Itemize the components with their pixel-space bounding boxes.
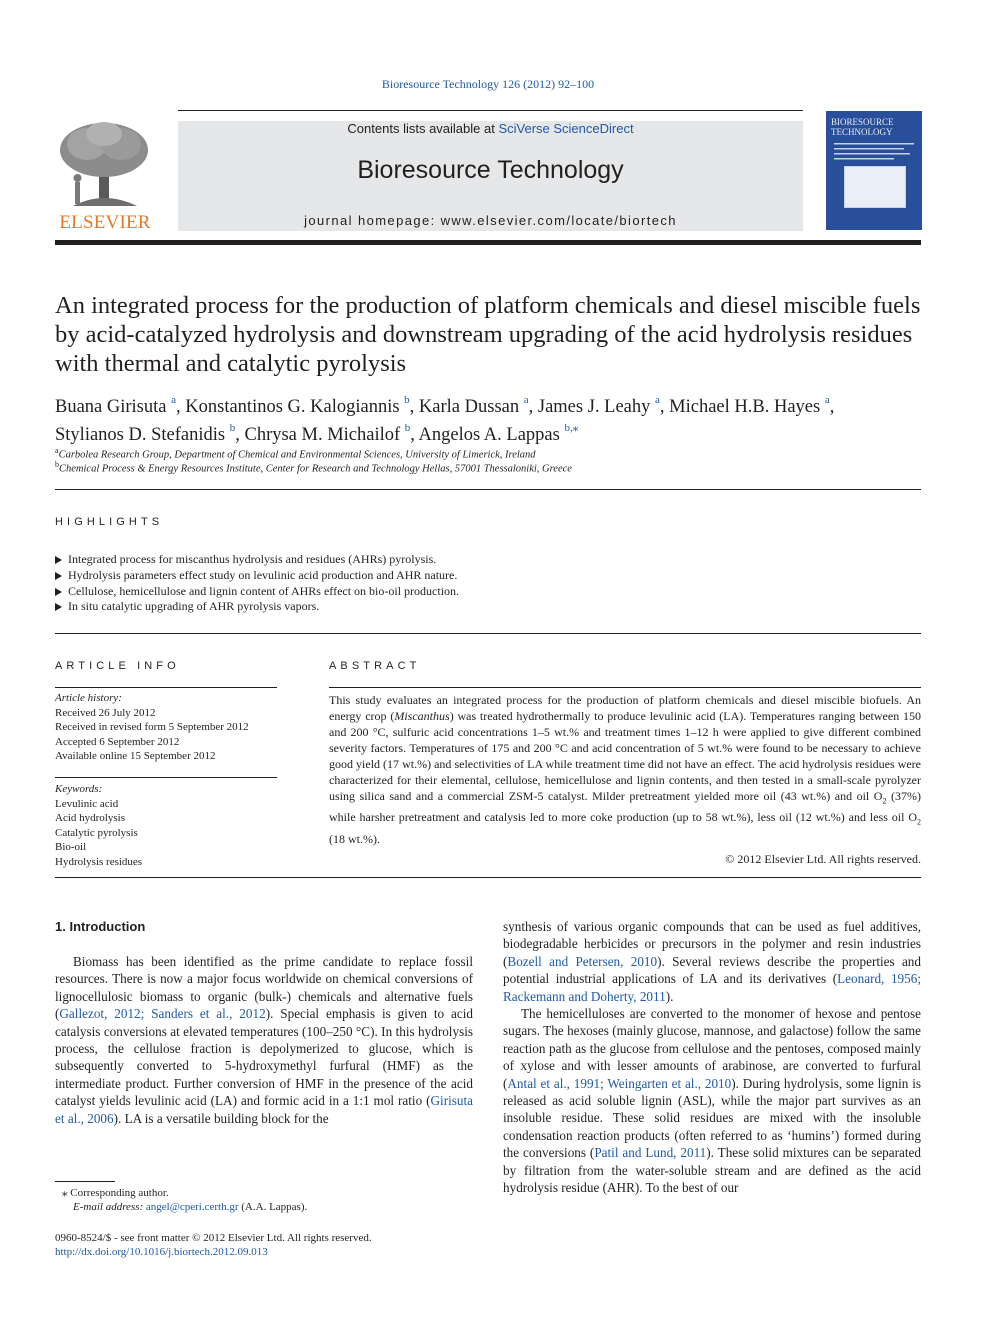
reference-link[interactable]: Antal et al., 1991; Weingarten et al., 2010 [507, 1075, 732, 1091]
author[interactable] [669, 394, 830, 418]
author[interactable] [55, 394, 177, 418]
article-info-heading: ARTICLE INFO [55, 660, 180, 672]
author[interactable] [55, 422, 236, 446]
introduction-heading: 1. Introduction [55, 919, 146, 934]
reference-link[interactable]: Leonard, 1956; Rackemann and Doherty, 2011 [503, 971, 922, 1004]
author-affil-mark[interactable]: b [229, 422, 236, 435]
text-run: ). During hydrolysis, some lignin is released as acid soluble lignin (ASL), while the major part survives as an insoluble residue. These solid residues are mixed with the insoluble condensation reaction products (often referred to as ‘humins’) formed during the conversions ( [503, 1075, 921, 1161]
author-affil-mark[interactable]: a [655, 394, 660, 406]
abstract-heading: ABSTRACT [329, 660, 421, 672]
divider [55, 777, 277, 778]
author-name: Angelos A. Lappas [418, 425, 560, 446]
divider [55, 489, 921, 490]
triangle-bullet-icon [55, 572, 62, 580]
text-run: ). LA is a versatile building block for the [113, 1110, 329, 1126]
history-item: Available online 15 September 2012 [55, 750, 216, 762]
author-affil-mark[interactable]: a [523, 394, 529, 406]
keyword: Hydrolysis residues [55, 855, 143, 868]
divider [55, 687, 277, 688]
paragraph [55, 953, 473, 1127]
abstract-part: (37%) while harsher pretreatment and catalysis led to more coke production (up to 58 wt.%), less oil (12 wt.%) and less oil O [329, 789, 921, 825]
highlight-text: Integrated process for miscanthus hydrolysis and residues (AHRs) pyrolysis. [68, 552, 437, 566]
keyword: Catalytic pyrolysis [55, 826, 138, 839]
journal-homepage[interactable]: journal homepage: www.elsevier.com/locate/biortech [304, 213, 677, 228]
affiliation-mark: b [55, 460, 59, 469]
email-label: E-mail address: [73, 1201, 144, 1213]
issn-line: 0960-8524/$ - see front matter © 2012 Elsevier Ltd. All rights reserved. [55, 1232, 372, 1244]
divider [55, 877, 921, 878]
author-name: Karla Dussan [418, 397, 520, 418]
abstract-part: This study evaluates an integrated process for the production of platform chemicals and diesel miscible biofuels. An energy crop ( [329, 693, 921, 723]
triangle-bullet-icon [55, 556, 62, 564]
text-run: ). [665, 988, 674, 1004]
author[interactable] [244, 422, 411, 446]
intro-left-column [55, 953, 473, 1127]
sciencedirect-link[interactable]: SciVerse ScienceDirect [498, 121, 634, 136]
author-name: Chrysa M. Michailof [244, 425, 401, 446]
author[interactable] [418, 422, 579, 446]
text-run: ). Several reviews describe the properties and potential industrial applications of LA and its derivatives ( [503, 953, 921, 987]
abstract-text [329, 692, 921, 847]
paragraph [503, 918, 921, 1005]
text-run: ). These solid mixtures can be separated by filtration from the water-soluble stream and are defined as the acid hydrolysis residue (AHR). To the best of our [503, 1145, 921, 1196]
keywords [55, 782, 277, 869]
email-suffix: (A.A. Lappas). [238, 1201, 308, 1213]
author-affil-mark[interactable]: b,⁎ [564, 422, 579, 435]
author-name: Michael H.B. Hayes [669, 397, 821, 418]
subscript: 2 [917, 817, 921, 827]
author-name: Konstantinos G. Kalogiannis [185, 397, 400, 418]
paragraph [503, 1005, 921, 1196]
author-list: Buana Girisuta $^a$, Konstantinos G. Kalogiannis $^b$, Karla Dussan $^a$, James J. Leahy $^a$, Michael H.B. Hayes $^a$, Stylianos D. Stefanidis $^b$, Chrysa M. Michailof $^b$, Angelos A. Lappas $^{b,⁎}$ [55, 394, 835, 446]
text-run: ). Special emphasis is given to acid catalysis conversions at elevated temperatures (100–250 °C). In this hydrolysis process, the cellulose fraction is depolymerized to glucose, which is subsequently converted to 5-hydroxymethyl furfural (HMF) as the intermediate product. Further conversion of HMF in the presence of the acid catalyst yields levulinic acid (LA) and formic acid in a 1:1 mol ratio ( [55, 1006, 473, 1109]
highlight-item [55, 599, 925, 615]
header-top-rule [178, 110, 803, 111]
subscript: 2 [882, 796, 887, 806]
doi-link[interactable] [55, 1245, 268, 1260]
contents-prefix: Contents lists available at [347, 121, 499, 136]
reference-link[interactable]: Gallezot, 2012; Sanders et al., 2012 [59, 1006, 266, 1022]
journal-citation[interactable]: Bioresource Technology 126 (2012) 92–100 [381, 77, 595, 91]
reference-link[interactable]: Patil and Lund, 2011 [594, 1145, 707, 1161]
history-item: Accepted 6 September 2012 [55, 735, 180, 748]
highlight-text: Cellulose, hemicellulose and lignin content of AHRs effect on bio-oil production. [68, 583, 460, 598]
doi-url[interactable]: http://dx.doi.org/10.1016/j.biortech.2012.09.013 [55, 1246, 268, 1258]
text-run: Biomass has been identified as the prime candidate to replace fossil resources. There is now a major focus worldwide on chemical conversions of lignocellulosic biomass to organic (bulk-) chemicals and alternative fuels ( [55, 954, 473, 1022]
intro-right-column [503, 918, 921, 1197]
keyword: Bio-oil [55, 841, 87, 853]
journal-cover-thumbnail [826, 111, 922, 230]
highlights-heading: HIGHLIGHTS [55, 516, 164, 528]
highlight-text: In situ catalytic upgrading of AHR pyrolysis vapors. [68, 599, 320, 614]
abstract-copyright: © 2012 Elsevier Ltd. All rights reserved. [725, 852, 921, 866]
highlight-item [55, 568, 925, 584]
divider [55, 633, 921, 634]
contents-availability [178, 121, 803, 136]
highlight-item [55, 552, 925, 568]
triangle-bullet-icon [55, 588, 62, 596]
footnote-rule [55, 1181, 115, 1182]
affiliation-text: Carbolea Research Group, Department of Chemical and Environmental Sciences, University of Limerick, Ireland [58, 449, 536, 461]
journal-name: Bioresource Technology [357, 156, 624, 184]
keyword: Acid hydrolysis [55, 812, 125, 824]
author-affil-mark[interactable]: a [171, 394, 177, 406]
cover-title-line1: BIORESOURCE [831, 117, 894, 127]
cover-title [831, 117, 894, 137]
author-affil-mark[interactable]: b [404, 394, 410, 406]
affiliation-mark: a [55, 446, 59, 455]
highlight-text: Hydrolysis parameters effect study on levulinic acid production and AHR nature. [68, 567, 458, 582]
author[interactable] [537, 394, 660, 418]
affiliation-b [55, 460, 925, 475]
text-run: The hemicelluloses are converted to the monomer of hexose and pentose sugars. The hexoses (mainly glucose, mannose, and galactose) follow the same reaction path as the glucose from cellulose and the pentoses, composed mainly of xylose and with lesser amounts of arabinose, are converted to furfural ( [503, 1006, 921, 1091]
article-title: An integrated process for the production of platform chemicals and diesel miscible fuels by acid-catalyzed hydrolysis and downstream upgrading of the acid hydrolysis residues with thermal and catalytic pyrolysis [55, 292, 921, 377]
history-item: Received 26 July 2012 [55, 706, 156, 719]
abstract-part: ) was treated hydrothermally to produce levulinic acid (LA). Temperatures ranging between 150 and 200 °C, sulfuric acid concentrations 1–5 wt.% and treatment times 1–12 h were applied to give different combined severity factors. Temperatures of 175 and 200 °C and acid concentration of 5 wt.% were found to be necessary to achieve good yield (17 wt.%) and selectivities of LA while treatment time did not have an effect. The acid hydrolysis residues were characterized for their elemental, cellulose, hemicellulose and lignin contents, and then tested in a small-scale pyrolyzer using silica sand and a commercial ZSM-5 catalyst. Milder pretreatment yielded more oil (43 wt.%) and oil O [329, 709, 921, 803]
text-run: synthesis of various organic compounds that can be used as fuel additives, biodegradable herbicides or precursors in the polymer and resin industries ( [503, 919, 921, 969]
author-name: James J. Leahy [537, 397, 651, 418]
article-history [55, 691, 277, 764]
corresponding-author-note: ⁎ Corresponding author. [62, 1187, 169, 1199]
reference-link[interactable]: Girisuta et al., 2006 [55, 1093, 473, 1126]
cover-title-line2: TECHNOLOGY [831, 127, 893, 137]
abstract-italic: Miscanthus [394, 709, 450, 723]
affiliation-a [55, 446, 925, 461]
abstract-part: (18 wt.%). [329, 831, 380, 846]
highlight-item [55, 584, 925, 600]
reference-link[interactable]: Bozell and Petersen, 2010 [507, 953, 658, 969]
highlights-list [55, 552, 925, 615]
author[interactable] [185, 394, 410, 418]
author-affil-mark[interactable]: b [404, 422, 411, 435]
cover-figure [844, 166, 906, 208]
keyword: Levulinic acid [55, 797, 119, 810]
divider [329, 687, 921, 688]
affiliation-text: Chemical Process & Energy Resources Institute, Center for Research and Technology Hellas, 57001 Thessaloniki, Greece [59, 463, 572, 475]
header-bottom-rule [55, 240, 921, 245]
author-affil-mark[interactable]: a [824, 394, 830, 406]
author-name: Buana Girisuta [55, 397, 167, 418]
keywords-label: Keywords: [55, 783, 103, 795]
email-link[interactable]: angel@cperi.certh.gr [145, 1201, 239, 1213]
history-item: Received in revised form 5 September 2012 [55, 721, 249, 733]
triangle-bullet-icon [55, 603, 62, 611]
email-note [73, 1200, 307, 1215]
history-label: Article history: [55, 692, 122, 704]
author[interactable] [418, 394, 529, 418]
cover-text-lines [834, 141, 914, 161]
author-name: Stylianos D. Stefanidis [55, 425, 226, 446]
elsevier-wordmark: ELSEVIER [59, 212, 151, 233]
